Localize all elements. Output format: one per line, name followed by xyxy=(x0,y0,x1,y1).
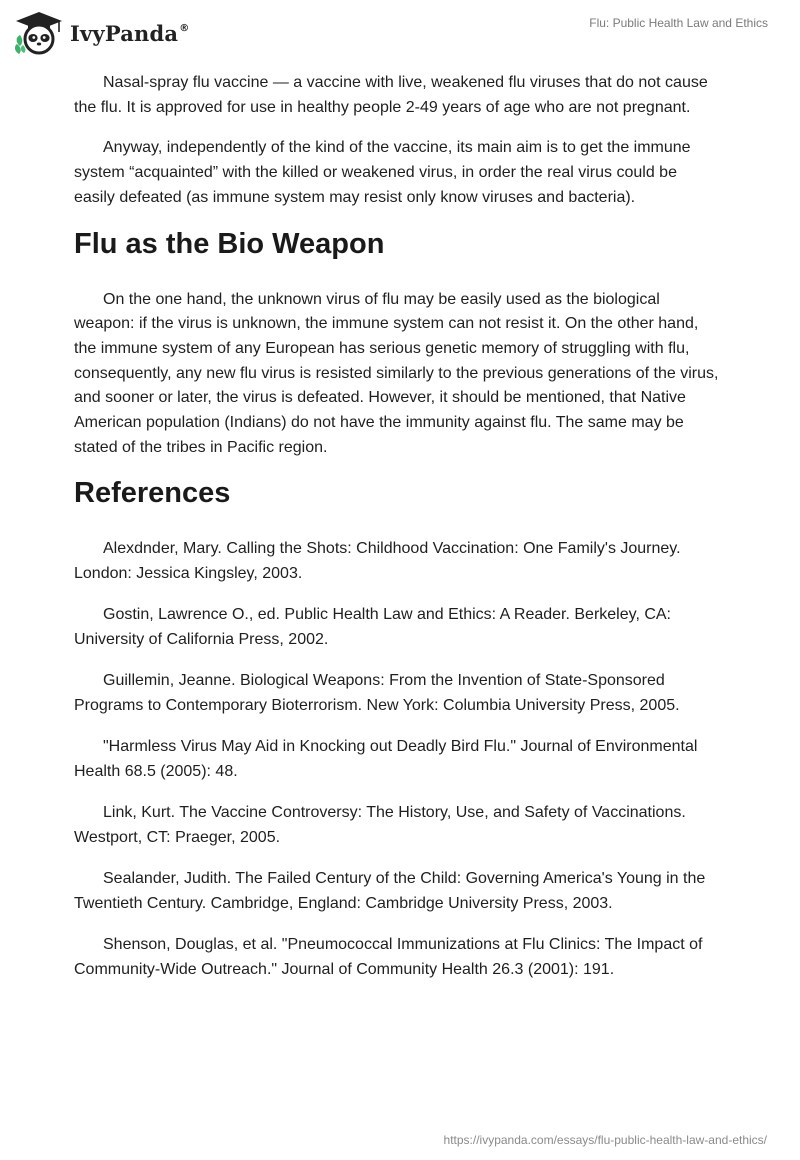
paragraph: Anyway, independently of the kind of the vaccine, its main aim is to get the immune system “acquainted” with the killed or weakened virus, in order the real virus could be easily defeated (as immune system may resist only know viruses and bacteria). xyxy=(74,139,691,206)
essay-body xyxy=(74,71,722,999)
reference-item: Link, Kurt. The Vaccine Controversy: The History, Use, and Safety of Vaccinations. Westport, CT: Praeger, 2005. xyxy=(74,804,686,847)
paragraph: Nasal-spray flu vaccine — a vaccine with live, weakened flu viruses that do not cause the flu. It is approved for use in healthy people 2-49 years of age who are not pregnant. xyxy=(74,74,708,116)
section-heading-references: References xyxy=(74,477,231,510)
reference-item: Guillemin, Jeanne. Biological Weapons: From the Invention of State-Sponsored Programs to Contemporary Bioterrorism. New York: Columbia University Press, 2005. xyxy=(74,672,680,715)
reference-item: Shenson, Douglas, et al. "Pneumococcal Immunizations at Flu Clinics: The Impact of Community-Wide Outreach." Journal of Community Health 26.3 (2001): 191. xyxy=(74,936,703,979)
reference-item: Alexdnder, Mary. Calling the Shots: Childhood Vaccination: One Family's Journey. London: Jessica Kingsley, 2003. xyxy=(74,540,681,583)
source-url-link[interactable]: https://ivypanda.com/essays/flu-public-health-law-and-ethics/ xyxy=(443,1133,767,1147)
trademark-symbol: ® xyxy=(179,22,190,34)
reference-item: "Harmless Virus May Aid in Knocking out Deadly Bird Flu." Journal of Environmental Health 68.5 (2005): 48. xyxy=(74,738,698,781)
page-header xyxy=(0,0,800,64)
reference-item: Sealander, Judith. The Failed Century of the Child: Governing America's Young in the Twentieth Century. Cambridge, England: Cambridge University Press, 2003. xyxy=(74,870,706,913)
section-heading-bio-weapon: Flu as the Bio Weapon xyxy=(74,227,385,260)
reference-list xyxy=(74,537,722,982)
panda-graduate-icon xyxy=(14,10,64,56)
reference-item: Gostin, Lawrence O., ed. Public Health Law and Ethics: A Reader. Berkeley, CA: University of California Press, 2002. xyxy=(74,606,671,649)
ivypanda-logo[interactable] xyxy=(14,10,189,56)
brand-name: IvyPanda® xyxy=(70,20,190,46)
paragraph: On the one hand, the unknown virus of flu may be easily used as the biological weapon: if the virus is unknown, the immune system can not resist it. On the other hand, the immune system of any European has serious genetic memory of struggling with flu, consequently, any new flu virus is resisted similarly to the previous generations of the virus, and sooner or later, the virus is defeated. However, it should be mentioned, that Native American population (Indians) do not have the immunity against flu. The same may be stated of the tribes in Pacific region. xyxy=(74,290,719,456)
document-title: Flu: Public Health Law and Ethics xyxy=(589,16,768,30)
